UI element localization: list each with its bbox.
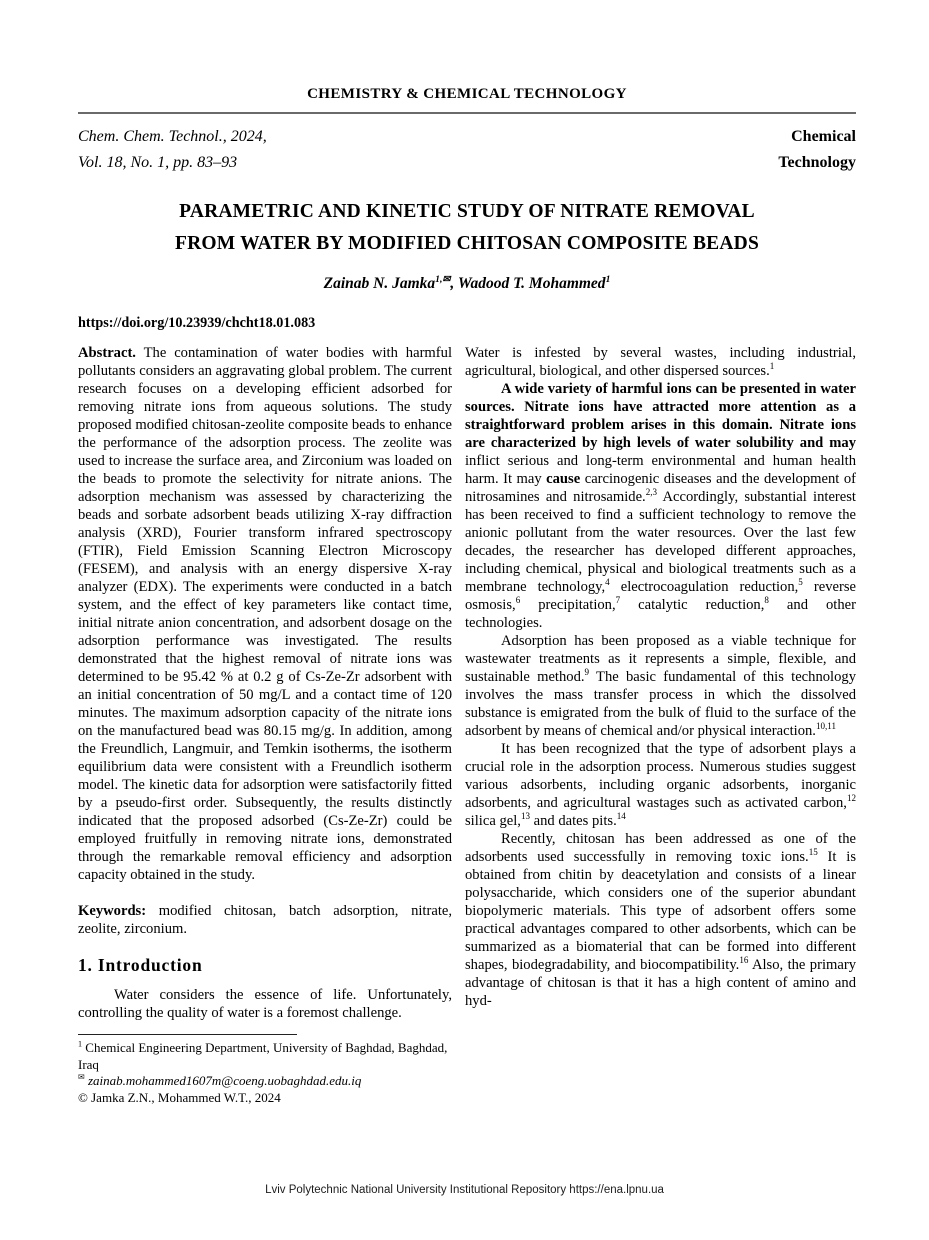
footnote-affiliation: $^1$ Chemical Engineering Department, University of Baghdad, Baghdad, Iraq (78, 1039, 448, 1072)
header-divider (78, 112, 856, 114)
journal-name-line1: Chemical (791, 128, 856, 145)
article-title-line1: PARAMETRIC AND KINETIC STUDY OF NITRATE REMOVAL (179, 201, 755, 222)
page-content (78, 0, 856, 1106)
journal-name-line2: Technology (778, 154, 856, 171)
left-column (78, 344, 452, 1106)
journal-citation-line1: Chem. Chem. Technol., 2024, (78, 128, 267, 145)
two-column-body (78, 344, 856, 1106)
keywords-paragraph: Keywords: modified chitosan, batch adsorption, nitrate, zeolite, zirconium. (78, 903, 452, 937)
introduction-paragraph: Water considers the essence of life. Unfortunately, controlling the quality of water is a foremost challenge. (78, 987, 452, 1021)
footnote-copyright: © Jamka Z.N., Mohammed W.T., 2024 (78, 1089, 281, 1105)
article-title (78, 196, 856, 260)
running-head: CHEMISTRY & CHEMICAL TECHNOLOGY (307, 86, 627, 102)
authors-line: Zainab N. Jamka$^{1,✉}$, Wadood T. Mohammed$^1$ (323, 273, 611, 292)
journal-name (778, 124, 856, 176)
article-title-line2: FROM WATER BY MODIFIED CHITOSAN COMPOSITE BEADS (174, 233, 759, 254)
journal-citation-line2: Vol. 18, No. 1, pp. 83–93 (78, 154, 238, 171)
section-heading-introduction: 1. Introduction (78, 955, 203, 975)
footnote-email: ✉ zainab.mohammed1607m@coeng.uobaghdad.edu.iq (78, 1072, 362, 1088)
repository-footer: Lviv Polytechnic National University Institutional Repository https://ena.lpnu.ua (265, 1184, 664, 1196)
abstract-paragraph: Abstract. The contamination of water bodies with harmful pollutants considers an aggravating global problem. The current research focuses on a developing efficient adsorbed for removing nitrate ions from aqueous solutions. The study proposed modified chitosan-zeolite composite beads to enhance the performance of the adsorption process. The zeolite was used to increase the surface area, and Zirconium was loaded on the beads to promote the selectivity for nitrate anions. The adsorption mechanism was assessed by characterizing the beads and sorbate adsorbent beads utilizing X-ray diffraction analysis (XRD), Fourier transform infrared spectroscopy (FTIR), Field Emission Scanning Electron Microscopy (FESEM), and analysis with an energy dispersive X-ray analyzer (EDX). The experiments were conducted in a batch system, and the effect of key parameters like contact time, initial nitrate anion concentration, and adsorbent dosage on the adsorption performance was investigated. The results demonstrated that the highest removal of nitrate ions was determined to be 95.42 % at 0.2 g of Cs-Ze-Zr adsorbent with an initial concentration of 50 mg/L and a contact time of 120 minutes. The maximum adsorption capacity of the nitrate ions on the manufactured bead was 80.15 mg/g. In addition, among the Freundlich, Langmuir, and Temkin isotherms, the isotherm equilibrium data were consistent with a Freundlich isotherm model. The kinetic data for adsorption were satisfactorily fitted by a pseudo-first order. Subsequently, the results distinctly indicated that the proposed adsorbed (Cs-Ze-Zr) could be employed fruitfully in removing nitrate ions, demonstrated through the remarkable removal efficiency and adsorption capacity obtained in the study. (78, 345, 452, 883)
body-paragraph-1: Water is infested by several wastes, including industrial, agricultural, biological, and other dispersed sources.$^1$ (465, 345, 856, 379)
right-column (465, 344, 856, 1106)
body-paragraph-4: It has been recognized that the type of adsorbent plays a crucial role in the adsorption process. Numerous studies suggest various adsorbents, including organic adsorbents, inorganic adsorbents, and agricultural wastages such as activated carbon,$^{12}$ silica gel,$^{13}$ and dates pits.$^{14}$ (465, 741, 856, 829)
journal-citation (78, 124, 267, 176)
doi-line: https://doi.org/10.23939/chcht18.01.083 (78, 315, 316, 331)
journal-info-row (78, 124, 856, 176)
footnote-divider (78, 1034, 297, 1035)
body-paragraph-2: A wide variety of harmful ions can be presented in water sources. Nitrate ions have attracted more attention as a straightforward problem arises in this domain. Nitrate ions are characterized by high levels of water solubility and may inflict serious and long-term environmental and human health harm. It may cause carcinogenic diseases and the development of nitrosamines and nitrosamide.$^{2,3}$ Accordingly, substantial interest has been received to find a sufficient technology to remove the anionic pollutant from the water resources. Over the last few decades, the researcher has developed different approaches, including chemical, physical and biological treatments such as a membrane technology,$^4$ electrocoagulation reduction,$^5$ reverse osmosis,$^6$ precipitation,$^7$ catalytic reduction,$^8$ and other technologies. (465, 381, 857, 631)
body-paragraph-5: Recently, chitosan has been addressed as one of the adsorbents used successfully in removing toxic ions.$^{15}$ It is obtained from chitin by deacetylation and consists of a linear polysaccharide, which considers one of the superior abundant biopolymeric materials. This type of adsorbent offers some practical advantages compared to other adsorbents, which can be summarized as a biomaterial that can be formed into different shapes, biodegradability, and biocompatibility.$^{16}$ Also, the primary advantage of chitosan is that it has a high content of amino and hyd- (465, 831, 857, 1009)
body-paragraph-3: Adsorption has been proposed as a viable technique for wastewater treatments as it represents a simple, flexible, and sustainable method.$^9$ The basic fundamental of this technology involves the mass transfer process in which the dissolved substance is emigrated from the bulk of fluid to the surface of the adsorbent by means of chemical and/or physical interaction.$^{10,11}$ (465, 633, 856, 739)
